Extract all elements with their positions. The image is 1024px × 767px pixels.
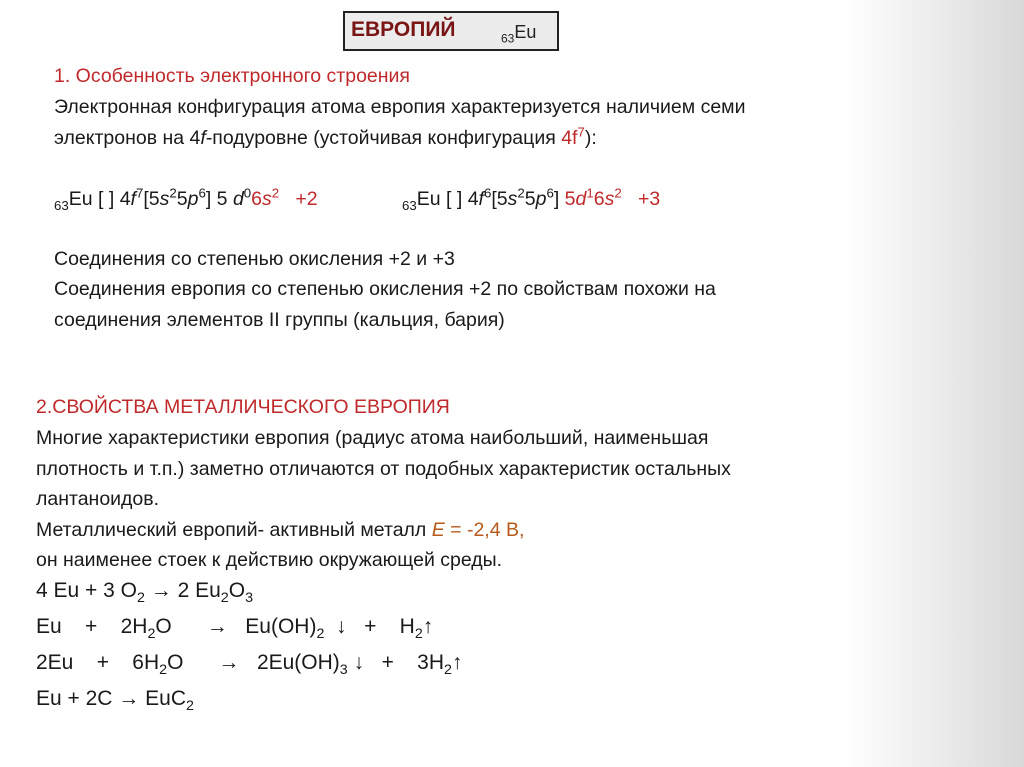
config-eu2: $_{63}$Eu [ ] $4f^7[5s^25p^6]$ 5 $d^06s^2$ +2: [54, 185, 318, 213]
equation-4: Eu + 2C → EuC$_2$: [36, 687, 194, 715]
section2-p1: Многие характеристики европия (радиус атома наибольший, наименьшая: [36, 427, 709, 449]
section1-p1: Электронная конфигурация атома европия характеризуется наличием семи: [54, 96, 746, 118]
section2-heading: 2.СВОЙСТВА МЕТАЛЛИЧЕСКОГО ЕВРОПИЯ: [36, 396, 450, 418]
equation-3: 2Eu + $6H_2O$ → $2Eu(OH)_3$ ↓ + $3H_2↑$: [36, 651, 463, 679]
title-symbol: $_{63}$Eu: [501, 22, 537, 46]
section1-p3: Соединения со степенью окисления +2 и +3: [54, 248, 455, 270]
section2-p4: Металлический европий- активный металл Е = -2,4 В,: [36, 519, 525, 541]
section1-p2: электронов на 4f-подуровне (устойчивая конфигурация $4f^7$):: [54, 124, 597, 149]
config-eu3: $_{63}$Eu [ ] $4f^6[5s^25p^6]$ $5d^16s^2$ +3: [402, 185, 661, 213]
section2-p3: лантаноидов.: [36, 488, 160, 510]
section1-p4: Соединения европия со степенью окисления +2 по свойствам похожи на: [54, 278, 716, 300]
section2-p5: он наименее стоек к действию окружающей среды.: [36, 549, 503, 571]
section2-p2: плотность и т.п.) заметно отличаются от подобных характеристик остальных: [36, 458, 731, 480]
title-box: [343, 11, 559, 51]
section1-heading: 1. Особенность электронного строения: [54, 65, 410, 87]
title-name: ЕВРОПИЙ: [351, 18, 456, 41]
equation-2: Eu + $2H_2O$ → $Eu(OH)_2$ ↓ + $H_2↑$: [36, 615, 434, 643]
page-curl-shadow: [844, 0, 1024, 767]
section1-p5: соединения элементов II группы (кальция, бария): [54, 309, 505, 331]
equation-1: 4 Eu + 3 $O_2 \to 2$ $Eu_2O_3$: [36, 579, 254, 607]
